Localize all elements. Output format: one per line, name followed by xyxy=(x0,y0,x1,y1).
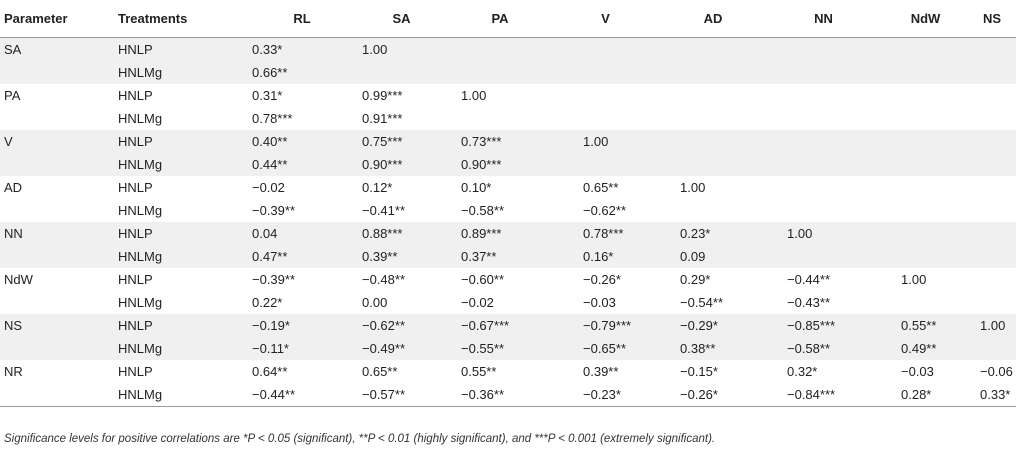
value-cell xyxy=(883,130,968,153)
value-cell: 0.39** xyxy=(583,364,619,379)
value-cell xyxy=(764,245,883,268)
table-row xyxy=(0,130,1016,153)
value-cell: −0.58** xyxy=(764,337,883,360)
value-cell: −0.26* xyxy=(583,272,621,287)
table-body xyxy=(0,38,1016,407)
value-cell: 0.09 xyxy=(662,245,764,268)
parameter-cell xyxy=(0,61,118,84)
value-cell: −0.03 xyxy=(901,364,934,379)
value-cell: 0.55** xyxy=(883,314,968,337)
parameter-cell: AD xyxy=(4,180,23,195)
value-cell xyxy=(764,153,883,176)
value-cell: −0.49** xyxy=(352,337,451,360)
parameter-cell xyxy=(0,383,118,407)
value-cell: −0.62** xyxy=(583,203,627,218)
table-row xyxy=(0,222,1016,245)
value-cell xyxy=(764,38,883,62)
treatment-cell: HNLMg xyxy=(118,203,163,218)
value-cell: −0.79*** xyxy=(549,314,662,337)
value-cell: 0.55** xyxy=(461,364,497,379)
value-cell xyxy=(451,61,549,84)
table-row xyxy=(0,383,1016,407)
treatment-cell: HNLMg xyxy=(118,153,252,176)
value-cell: 0.65** xyxy=(362,364,398,379)
value-cell: 1.00 xyxy=(352,38,451,62)
treatment-cell: HNLP xyxy=(118,364,153,379)
value-cell: 0.75*** xyxy=(352,130,451,153)
header-parameter: Parameter xyxy=(0,0,118,38)
value-cell: −0.19* xyxy=(252,314,352,337)
value-cell xyxy=(883,199,968,222)
value-cell: 0.32* xyxy=(787,364,818,379)
value-cell: 0.16* xyxy=(549,245,662,268)
header-nn: NN xyxy=(764,0,883,38)
value-cell: 0.90*** xyxy=(352,153,451,176)
value-cell xyxy=(451,107,549,130)
table-row xyxy=(0,107,1016,130)
parameter-cell: PA xyxy=(4,88,21,103)
value-cell: 0.38** xyxy=(662,337,764,360)
value-cell: 0.64** xyxy=(252,364,288,379)
table-row xyxy=(0,176,1016,199)
header-ns: NS xyxy=(968,0,1016,38)
value-cell: 0.65** xyxy=(583,180,619,195)
value-cell: −0.57** xyxy=(352,383,451,407)
treatment-cell: HNLP xyxy=(118,272,153,287)
value-cell xyxy=(968,38,1016,62)
treatment-cell: HNLMg xyxy=(118,111,163,126)
value-cell xyxy=(549,107,662,130)
value-cell: 0.04 xyxy=(252,222,352,245)
treatment-cell: HNLP xyxy=(118,180,153,195)
parameter-cell: NN xyxy=(0,222,118,245)
value-cell xyxy=(968,337,1016,360)
value-cell: −0.06 xyxy=(980,364,1013,379)
value-cell: 0.89*** xyxy=(451,222,549,245)
value-cell xyxy=(968,291,1016,314)
parameter-cell: SA xyxy=(0,38,118,62)
value-cell xyxy=(549,61,662,84)
value-cell: 0.33* xyxy=(968,383,1016,407)
value-cell: −0.48** xyxy=(362,272,406,287)
value-cell xyxy=(549,38,662,62)
value-cell: 0.91*** xyxy=(362,111,403,126)
value-cell: −0.41** xyxy=(362,203,406,218)
table-footnote: Significance levels for positive correlations are *P < 0.05 (significant), **P < 0.01 (highly significant), and ***P < 0.001 (extremely significant). xyxy=(4,433,716,445)
table-row xyxy=(0,61,1016,84)
treatment-cell: HNLMg xyxy=(118,61,252,84)
value-cell: −0.36** xyxy=(451,383,549,407)
value-cell: 0.39** xyxy=(352,245,451,268)
value-cell: 0.31* xyxy=(252,88,283,103)
header-ndw: NdW xyxy=(883,0,968,38)
value-cell xyxy=(968,61,1016,84)
value-cell: 0.66** xyxy=(252,61,352,84)
table-row xyxy=(0,268,1016,291)
value-cell xyxy=(764,199,883,222)
table-row xyxy=(0,153,1016,176)
table-row xyxy=(0,38,1016,62)
value-cell: −0.29* xyxy=(662,314,764,337)
value-cell: −0.39** xyxy=(252,272,296,287)
table-row xyxy=(0,84,1016,107)
value-cell xyxy=(968,84,1016,107)
value-cell xyxy=(883,176,968,199)
value-cell xyxy=(883,84,968,107)
value-cell: −0.54** xyxy=(680,295,724,310)
parameter-cell xyxy=(0,245,118,268)
treatment-cell: HNLMg xyxy=(118,337,252,360)
treatment-cell: HNLMg xyxy=(118,245,252,268)
value-cell xyxy=(883,291,968,314)
parameter-cell xyxy=(0,337,118,360)
value-cell: 0.44** xyxy=(252,153,352,176)
value-cell xyxy=(764,107,883,130)
value-cell: −0.84*** xyxy=(764,383,883,407)
value-cell xyxy=(764,130,883,153)
value-cell: −0.60** xyxy=(461,272,505,287)
value-cell: 0.40** xyxy=(252,130,352,153)
header-treatments: Treatments xyxy=(118,0,252,38)
value-cell: −0.39** xyxy=(252,203,296,218)
value-cell xyxy=(968,199,1016,222)
value-cell: 0.88*** xyxy=(352,222,451,245)
value-cell xyxy=(662,61,764,84)
parameter-cell xyxy=(0,153,118,176)
value-cell xyxy=(883,38,968,62)
value-cell: −0.67*** xyxy=(451,314,549,337)
value-cell xyxy=(451,38,549,62)
table-row xyxy=(0,245,1016,268)
value-cell xyxy=(764,84,883,107)
value-cell: 1.00 xyxy=(901,272,927,287)
value-cell xyxy=(549,153,662,176)
value-cell: 0.99*** xyxy=(362,88,403,103)
value-cell: 0.12* xyxy=(362,180,393,195)
table-row xyxy=(0,199,1016,222)
value-cell xyxy=(968,176,1016,199)
value-cell xyxy=(662,38,764,62)
table-row xyxy=(0,291,1016,314)
treatment-cell: HNLP xyxy=(118,38,252,62)
value-cell xyxy=(662,199,764,222)
value-cell: −0.55** xyxy=(451,337,549,360)
value-cell xyxy=(968,153,1016,176)
value-cell: −0.43** xyxy=(787,295,831,310)
value-cell: −0.58** xyxy=(461,203,505,218)
value-cell xyxy=(662,107,764,130)
value-cell: 0.78*** xyxy=(252,111,293,126)
parameter-cell: NS xyxy=(0,314,118,337)
value-cell: −0.23* xyxy=(549,383,662,407)
value-cell xyxy=(968,130,1016,153)
value-cell: 0.47** xyxy=(252,245,352,268)
value-cell xyxy=(883,153,968,176)
parameter-cell xyxy=(0,199,118,222)
treatment-cell: HNLP xyxy=(118,88,153,103)
header-v: V xyxy=(549,0,662,38)
header-rl: RL xyxy=(252,0,352,38)
value-cell: 1.00 xyxy=(680,180,706,195)
value-cell: 0.78*** xyxy=(549,222,662,245)
value-cell: 0.29* xyxy=(680,272,711,287)
value-cell: 0.37** xyxy=(451,245,549,268)
parameter-cell: NR xyxy=(4,364,23,379)
value-cell: −0.11* xyxy=(252,337,352,360)
value-cell: 0.22* xyxy=(252,295,283,310)
treatment-cell: HNLP xyxy=(118,222,252,245)
value-cell xyxy=(662,130,764,153)
value-cell: −0.02 xyxy=(461,295,494,310)
value-cell xyxy=(764,176,883,199)
value-cell: 0.00 xyxy=(362,295,388,310)
treatment-cell: HNLP xyxy=(118,314,252,337)
parameter-cell: NdW xyxy=(4,272,33,287)
value-cell xyxy=(968,107,1016,130)
value-cell: −0.65** xyxy=(549,337,662,360)
value-cell: −0.44** xyxy=(252,383,352,407)
table-row xyxy=(0,314,1016,337)
parameter-cell xyxy=(0,107,118,130)
header-pa: PA xyxy=(451,0,549,38)
value-cell: −0.44** xyxy=(787,272,831,287)
value-cell: 1.00 xyxy=(968,314,1016,337)
value-cell xyxy=(549,84,662,107)
value-cell xyxy=(968,222,1016,245)
value-cell: −0.15* xyxy=(680,364,718,379)
treatment-cell: HNLMg xyxy=(118,295,163,310)
value-cell: 0.28* xyxy=(883,383,968,407)
value-cell: −0.62** xyxy=(352,314,451,337)
value-cell: −0.02 xyxy=(252,180,285,195)
parameter-cell xyxy=(0,291,118,314)
value-cell xyxy=(352,61,451,84)
value-cell: 0.33* xyxy=(252,38,352,62)
value-cell xyxy=(968,245,1016,268)
table-row xyxy=(0,360,1016,383)
value-cell xyxy=(883,107,968,130)
value-cell: 1.00 xyxy=(764,222,883,245)
value-cell xyxy=(883,245,968,268)
value-cell: 1.00 xyxy=(549,130,662,153)
value-cell: 0.10* xyxy=(461,180,492,195)
value-cell: 1.00 xyxy=(461,88,487,103)
table-row xyxy=(0,337,1016,360)
parameter-cell: V xyxy=(0,130,118,153)
value-cell: −0.85*** xyxy=(764,314,883,337)
value-cell xyxy=(764,61,883,84)
value-cell xyxy=(883,61,968,84)
value-cell: 0.23* xyxy=(662,222,764,245)
treatment-cell: HNLMg xyxy=(118,383,252,407)
value-cell xyxy=(883,222,968,245)
value-cell: −0.26* xyxy=(662,383,764,407)
value-cell xyxy=(662,84,764,107)
header-ad: AD xyxy=(662,0,764,38)
treatment-cell: HNLP xyxy=(118,130,252,153)
value-cell: 0.73*** xyxy=(451,130,549,153)
header-sa: SA xyxy=(352,0,451,38)
value-cell: 0.90*** xyxy=(451,153,549,176)
value-cell: −0.03 xyxy=(583,295,616,310)
value-cell xyxy=(662,153,764,176)
value-cell xyxy=(968,268,1016,291)
value-cell: 0.49** xyxy=(883,337,968,360)
header-row xyxy=(0,0,1016,38)
